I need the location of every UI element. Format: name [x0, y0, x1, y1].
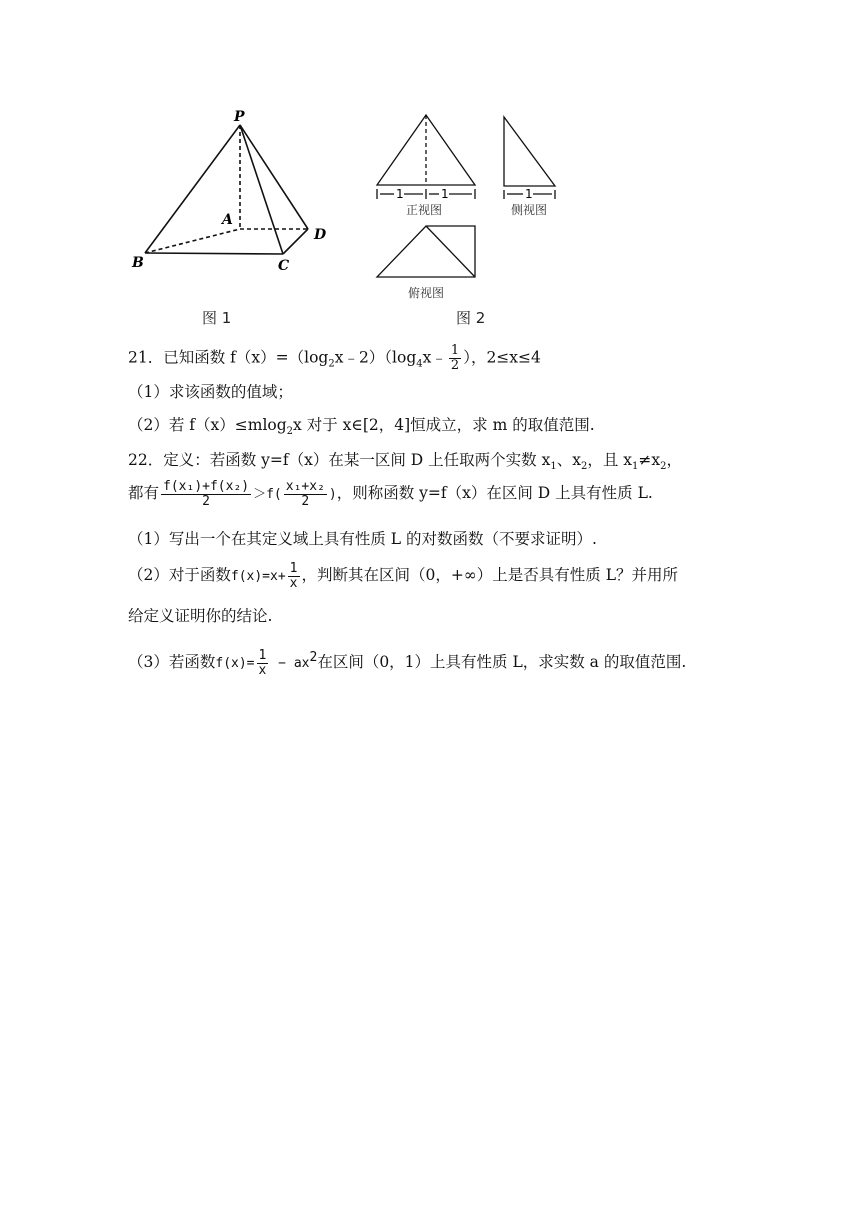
q21-part2: [128, 415, 595, 442]
q22-l1-s3: 1: [632, 461, 639, 473]
q21-stem-d: ），2≤x≤4: [463, 348, 541, 367]
front-view: [377, 115, 475, 199]
q21-p2-a: （2）若 f（x）≤mlog: [128, 416, 287, 434]
pyramid-figure: [145, 125, 308, 254]
q21-sub-2: 2: [328, 358, 335, 370]
q21-p2-b: x 对于 x∈[2，4]恒成立，求 m 的取值范围.: [293, 416, 595, 434]
q22-l2-innernum: x₁+x₂: [285, 478, 325, 494]
q22-p3-func: f(x)=: [215, 656, 255, 672]
q21-frac-num: 1: [450, 343, 460, 358]
q22-l2-a: 都有: [128, 484, 160, 502]
q22-p3-mid: − ax: [270, 656, 310, 672]
q22-l2-fracden: 2: [202, 493, 210, 509]
q21-p2-sub: 2: [286, 426, 294, 438]
q22-part3: [128, 643, 686, 679]
vertex-p: P: [234, 109, 245, 125]
q22-p3-b: 在区间（0，1）上具有性质 L，求实数 a 的取值范围.: [317, 653, 687, 672]
figures-area: [0, 0, 860, 340]
q22-l1-b: 、x: [556, 451, 581, 469]
q22-p3-num: 1: [258, 647, 267, 663]
side-view-label: 侧视图: [511, 203, 548, 217]
q21-stem-b: x﹣2）（log: [334, 348, 417, 367]
q22-l1-e: ，: [666, 451, 682, 469]
front-view-label: 正视图: [406, 203, 443, 217]
front-dim-right: 1: [441, 187, 449, 201]
q22-l1-d: ≠x: [638, 451, 661, 469]
q22-l1-s4: 2: [660, 461, 667, 473]
vertex-a: A: [222, 212, 233, 228]
q22-p3-frac: [257, 649, 269, 678]
q22-part2: [128, 560, 678, 592]
q22-p2-func: f(x)=x+: [230, 569, 286, 584]
q22-p2-den: x: [289, 575, 298, 591]
q22-part1: （1）写出一个在其定义域上具有性质 L 的对数函数（不要求证明）.: [128, 530, 597, 548]
q22-part2-cont: 给定义证明你的结论.: [128, 607, 273, 625]
q22-l2-fracnum: f(x₁)+f(x₂): [163, 478, 250, 494]
q21-stem: [128, 344, 541, 375]
q22-l1-c: ，且 x: [587, 451, 632, 469]
q21-sub-4: 4: [416, 358, 423, 370]
q21-stem-a: 21．已知函数 f（x）=（log: [128, 348, 329, 367]
q22-l1-a: 22．定义：若函数 y=f（x）在某一区间 D 上任取两个实数 x: [128, 451, 551, 469]
q22-p2-a: （2）对于函数: [128, 566, 231, 584]
q22-l1-s2: 2: [580, 461, 588, 473]
q22-p2-num: 1: [289, 560, 298, 576]
q21-stem-c: x﹣: [422, 348, 447, 367]
q22-p3-sup: 2: [309, 650, 318, 665]
q22-l2-innerden: 2: [301, 493, 310, 509]
vertex-d: D: [314, 227, 327, 243]
q22-l2-gt: ＞f(: [253, 487, 282, 502]
figure2-caption: 图 2: [456, 309, 486, 327]
front-dim-left: 1: [396, 187, 404, 201]
q21-part1: （1）求该函数的值域；: [128, 383, 293, 401]
vertex-b: B: [132, 255, 144, 271]
q22-p3-a: （3）若函数: [128, 653, 216, 672]
side-dim: 1: [525, 187, 533, 201]
top-view-label: 俯视图: [408, 286, 445, 300]
vertex-c: C: [278, 258, 290, 274]
q22-p2-b: ，判断其在区间（0，+∞）上是否具有性质 L？并用所: [301, 566, 678, 584]
q22-line1: [128, 450, 682, 477]
q22-p2-frac: [288, 562, 300, 591]
top-view: [377, 226, 475, 277]
q22-l2-b: ，则称函数 y=f（x）在区间 D 上具有性质 L.: [336, 484, 653, 502]
q22-l2-frac: [161, 480, 251, 509]
q22-line2: [128, 478, 653, 510]
q21-frac-den: 2: [450, 358, 460, 373]
q22-l1-s1: 1: [550, 461, 557, 473]
q22-p3-den: x: [258, 662, 267, 678]
figure1-caption: 图 1: [202, 309, 232, 327]
q22-l2-close: ): [328, 487, 337, 502]
q21-fraction: [449, 344, 461, 373]
q22-l2-inner-frac: [284, 480, 327, 509]
